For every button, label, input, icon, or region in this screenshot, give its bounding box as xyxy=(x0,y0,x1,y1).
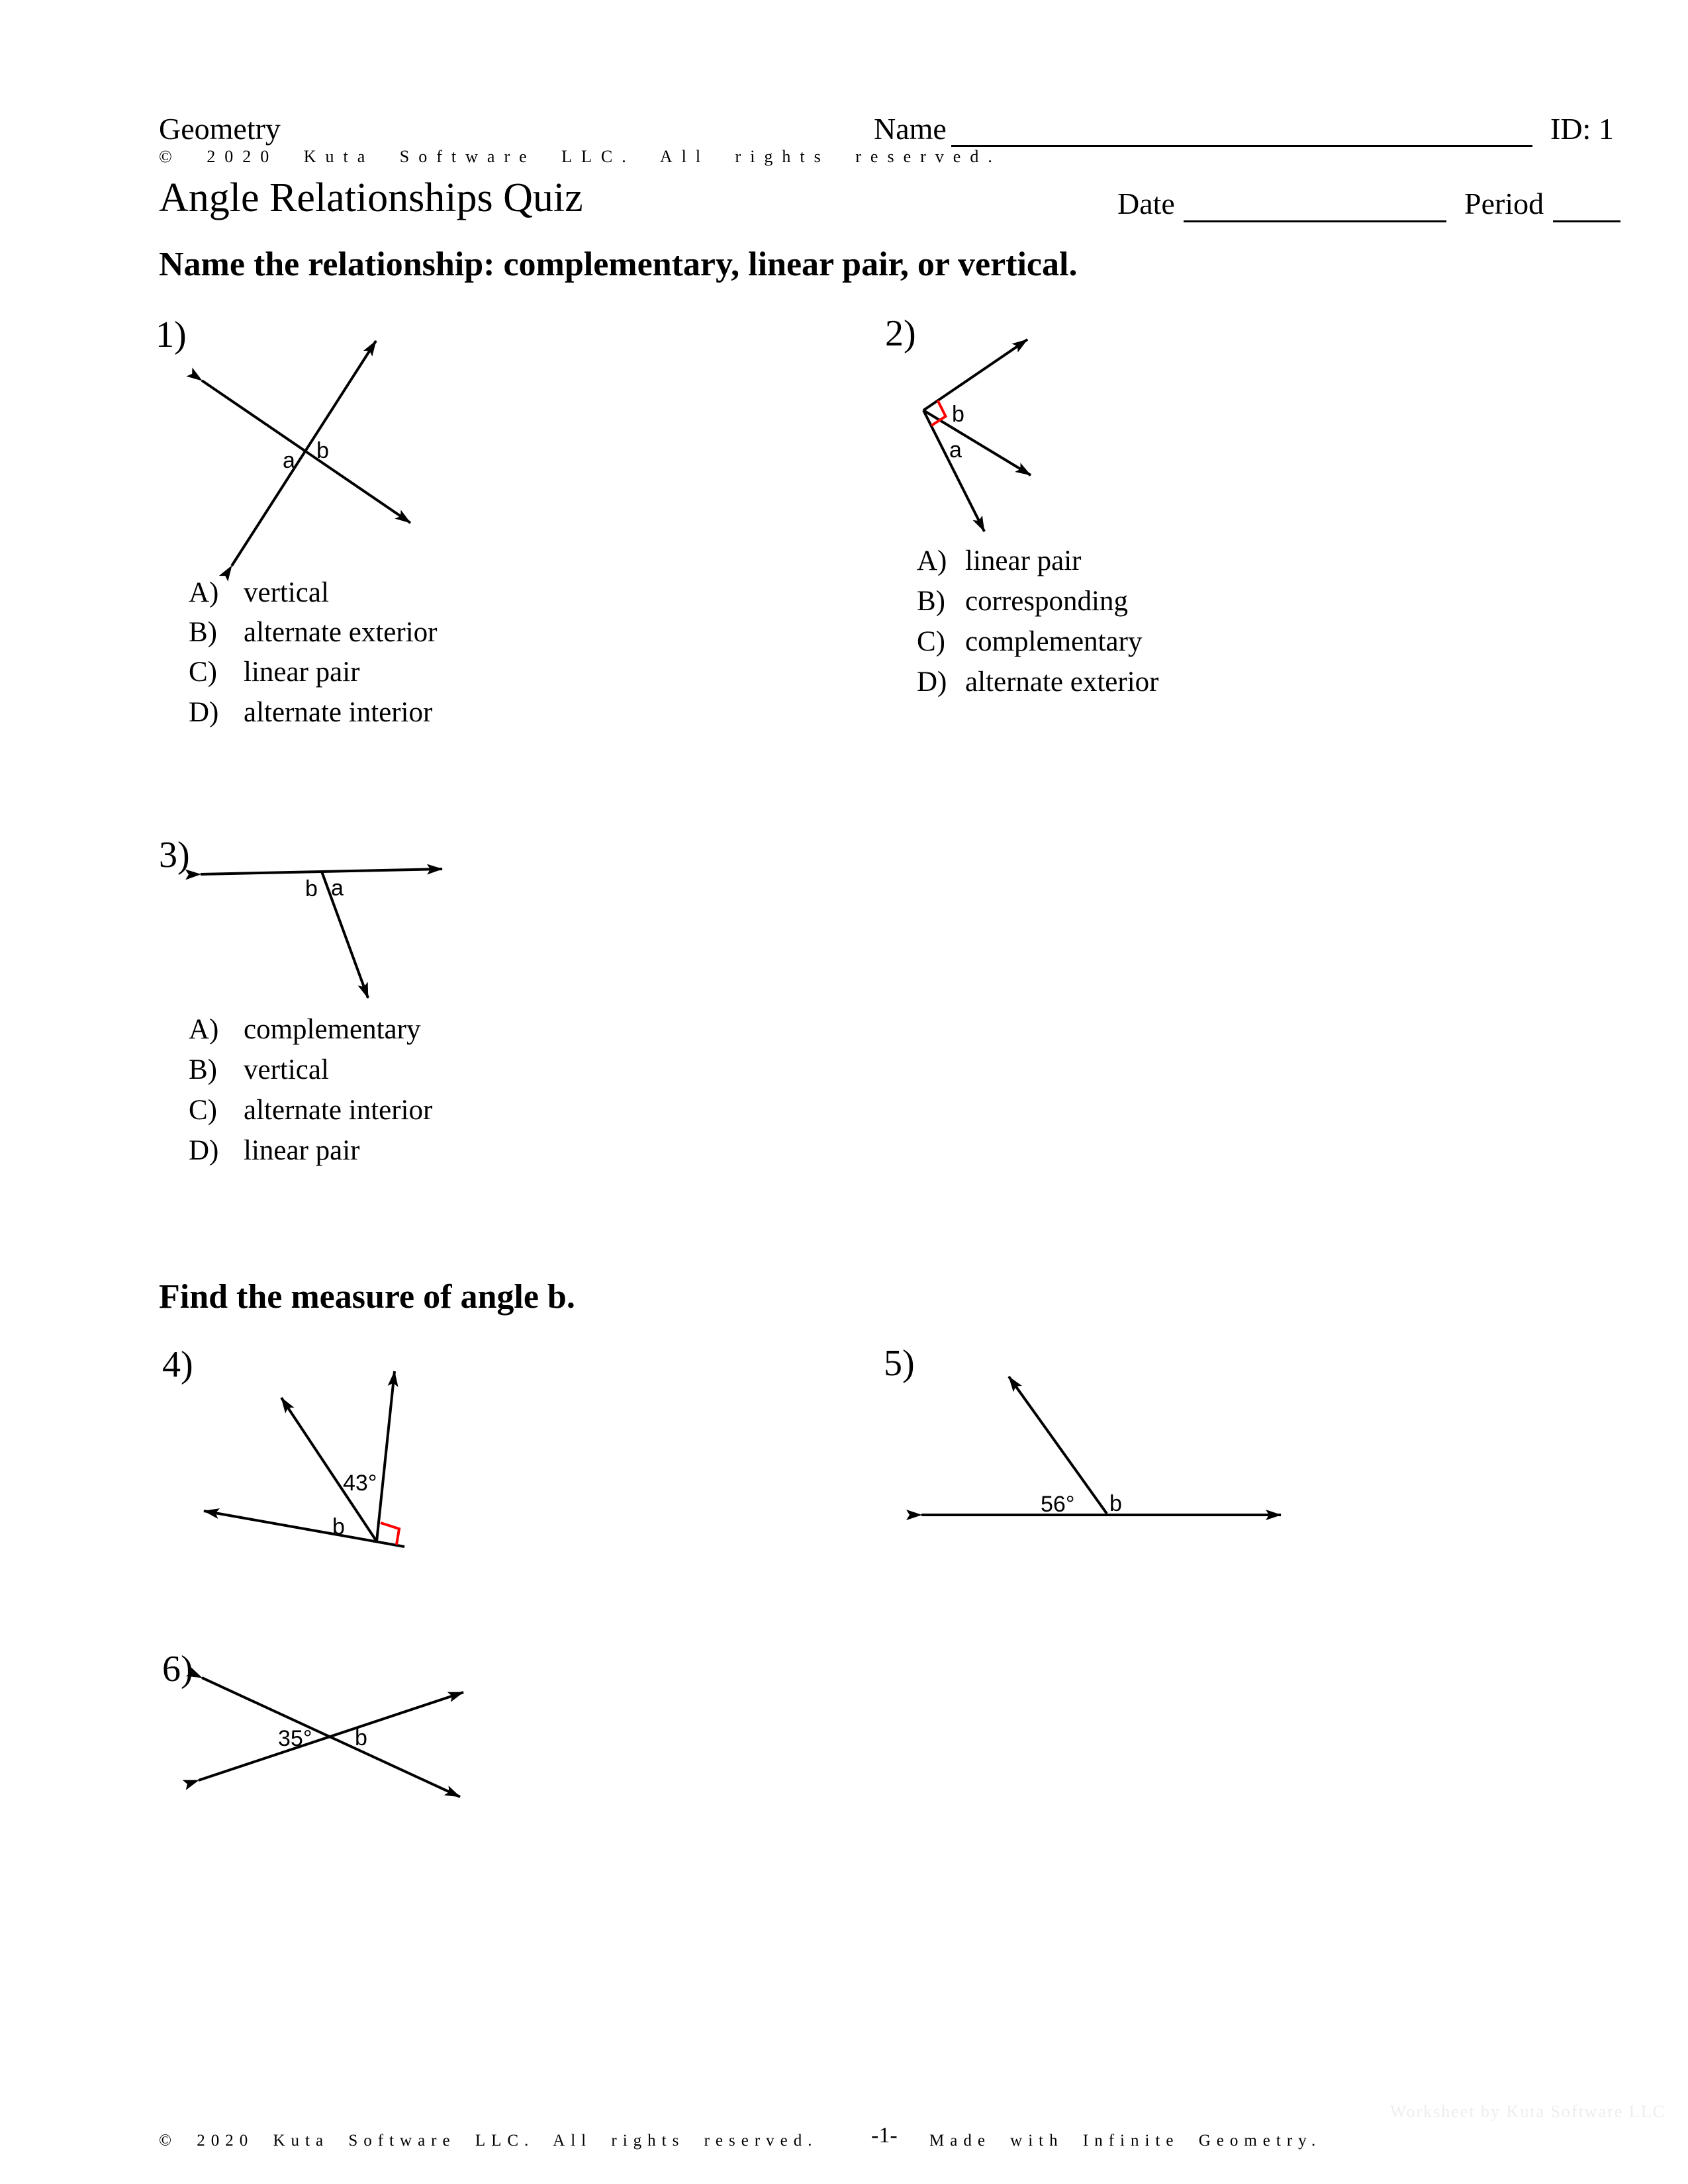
problem-5-number: 5) xyxy=(884,1343,915,1384)
choice-letter: C) xyxy=(189,657,217,688)
choice-letter: B) xyxy=(189,617,217,648)
ray-up-right xyxy=(923,340,1027,410)
right-angle-mark xyxy=(381,1523,399,1545)
angle-a-label: a xyxy=(331,876,344,901)
angle-value-label: 56° xyxy=(1041,1492,1075,1517)
choice-text: linear pair xyxy=(965,545,1082,576)
choice-text: alternate interior xyxy=(244,697,433,728)
problem-4-number: 4) xyxy=(162,1344,193,1385)
choice-letter: C) xyxy=(917,626,945,657)
choice-text: complementary xyxy=(965,626,1143,657)
header-copyright: © 2020 Kuta Software LLC. All rights reserved. xyxy=(159,147,1002,166)
choice-row xyxy=(189,698,432,727)
choice-row xyxy=(917,668,1158,696)
choice-letter: D) xyxy=(189,1135,219,1166)
period-blank-line xyxy=(1553,220,1620,222)
choice-text: alternate exterior xyxy=(965,666,1159,698)
choice-row xyxy=(189,658,360,686)
problem-6-number: 6) xyxy=(162,1649,193,1690)
problem-1-number: 1) xyxy=(156,314,187,355)
angle-b-label: b xyxy=(952,402,964,427)
problem-2-number: 2) xyxy=(885,313,916,354)
period-label: Period xyxy=(1464,187,1544,220)
choice-row xyxy=(189,1015,420,1044)
angle-value-label: 43° xyxy=(343,1471,377,1496)
section-2-instruction: Find the measure of angle b. xyxy=(159,1278,575,1316)
section-1-instruction: Name the relationship: complementary, linear pair, or vertical. xyxy=(159,246,1078,283)
ray-down-right xyxy=(322,872,368,998)
choice-letter: B) xyxy=(917,586,945,617)
base-line xyxy=(204,1511,404,1547)
choice-row xyxy=(189,618,437,647)
choice-row xyxy=(917,627,1142,656)
choice-letter: D) xyxy=(189,697,219,728)
choice-row xyxy=(189,1136,360,1165)
angle-value-label: 35° xyxy=(278,1726,312,1751)
choice-text: vertical xyxy=(244,1054,329,1085)
problem-3-number: 3) xyxy=(159,835,190,876)
angle-b-label: b xyxy=(305,876,318,901)
choice-letter: C) xyxy=(189,1095,217,1126)
choice-letter: D) xyxy=(917,666,947,698)
choice-text: linear pair xyxy=(244,1135,360,1166)
course-title: Geometry xyxy=(159,112,281,146)
choice-text: complementary xyxy=(244,1014,421,1045)
choice-letter: B) xyxy=(189,1054,217,1085)
line-sw-ne xyxy=(232,341,376,566)
angle-a-label: a xyxy=(949,437,962,463)
angle-b-label: b xyxy=(355,1725,367,1751)
choice-letter: A) xyxy=(917,545,947,576)
choice-letter: A) xyxy=(189,577,219,608)
footer-copyright: © 2020 Kuta Software LLC. All rights reserved. xyxy=(159,2132,818,2150)
ray-up-left xyxy=(281,1398,377,1541)
line-sw-ne xyxy=(199,1692,463,1780)
date-label: Date xyxy=(1117,187,1175,220)
ray-up xyxy=(377,1371,395,1541)
choice-row xyxy=(189,578,329,607)
choice-text: corresponding xyxy=(965,586,1128,617)
choice-text: vertical xyxy=(244,577,329,608)
choice-row xyxy=(189,1096,432,1124)
angle-a-label: a xyxy=(283,448,295,473)
name-label: Name xyxy=(874,112,947,146)
choice-text: alternate interior xyxy=(244,1095,433,1126)
worksheet-id: ID: 1 xyxy=(1550,112,1614,146)
page-title: Angle Relationships Quiz xyxy=(159,175,583,220)
name-blank-line xyxy=(951,145,1532,147)
choice-letter: A) xyxy=(189,1014,219,1045)
problem-1-diagram xyxy=(185,318,450,596)
footer-made-with: Made with Infinite Geometry. xyxy=(929,2132,1322,2150)
angle-b-label: b xyxy=(332,1514,345,1539)
kuta-watermark: Worksheet by Kuta Software LLC xyxy=(1390,2102,1666,2121)
angle-b-label: b xyxy=(1109,1491,1122,1516)
choice-row xyxy=(189,1056,329,1084)
page-number: -1- xyxy=(871,2123,898,2148)
problem-2-diagram xyxy=(907,318,1059,549)
angle-b-label: b xyxy=(316,438,329,463)
problem-3-diagram xyxy=(189,857,453,1009)
choice-text: linear pair xyxy=(244,657,360,688)
date-blank-line xyxy=(1184,220,1446,222)
choice-row xyxy=(917,587,1128,615)
problem-4-diagram xyxy=(192,1360,417,1559)
problem-6-diagram xyxy=(189,1668,473,1853)
problem-5-diagram xyxy=(910,1363,1294,1525)
choice-text: alternate exterior xyxy=(244,617,438,648)
choice-row xyxy=(917,547,1082,575)
